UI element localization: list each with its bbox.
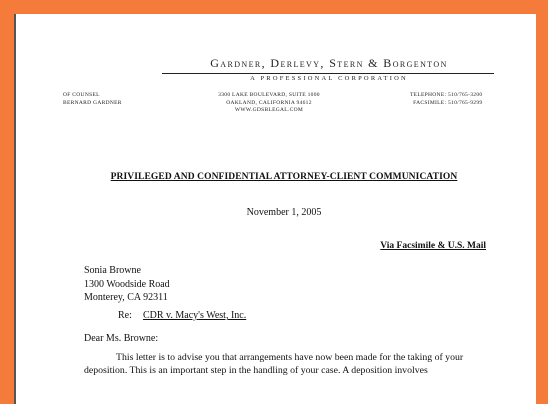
recipient-street: 1300 Woodside Road [84,278,170,290]
letter-page [14,14,536,404]
letterhead-counsel [63,92,122,107]
firm-website: WWW.GDSBLEGAL.COM [234,107,304,113]
address-city: OAKLAND, CALIFORNIA 94612 [226,99,312,106]
counsel-heading: OF COUNSEL [63,92,100,98]
delivery-method: Via Facsimile & U.S. Mail [380,241,486,251]
letter-subject: PRIVILEGED AND CONFIDENTIAL ATTORNEY-CLIENT COMMUNICATION [110,172,458,182]
facsimile: FACSIMILE: 510/765-9299 [413,99,483,106]
firm-designation: A PROFESSIONAL CORPORATION [250,75,408,82]
recipient-name: Sonia Browne [84,265,141,276]
firm-name: Gardner, Derlevy, Stern & Borgenton [210,56,448,70]
telephone: TELEPHONE: 510/765-3200 [410,92,483,98]
address-street: 3300 LAKE BOULEVARD, SUITE 1000 [218,92,320,98]
letter-body [84,352,484,377]
letterhead-rule [162,73,494,74]
letter-date: November 1, 2005 [246,207,322,218]
letterhead-address [194,92,344,115]
re-label: Re: [118,310,132,321]
salutation: Dear Ms. Browne: [84,333,159,344]
letterhead-contact [410,92,482,107]
counsel-name: BERNARD GARDNER [63,99,122,106]
recipient-address [84,264,170,305]
recipient-city: Monterey, CA 92311 [84,292,168,303]
body-line: This letter is to advise you that arrangements have now been made for the taking of your [116,352,464,363]
body-line: deposition. This is an important step in the handling of your case. A deposition involves [84,364,428,376]
re-case-name: CDR v. Macy's West, Inc. [143,310,247,321]
